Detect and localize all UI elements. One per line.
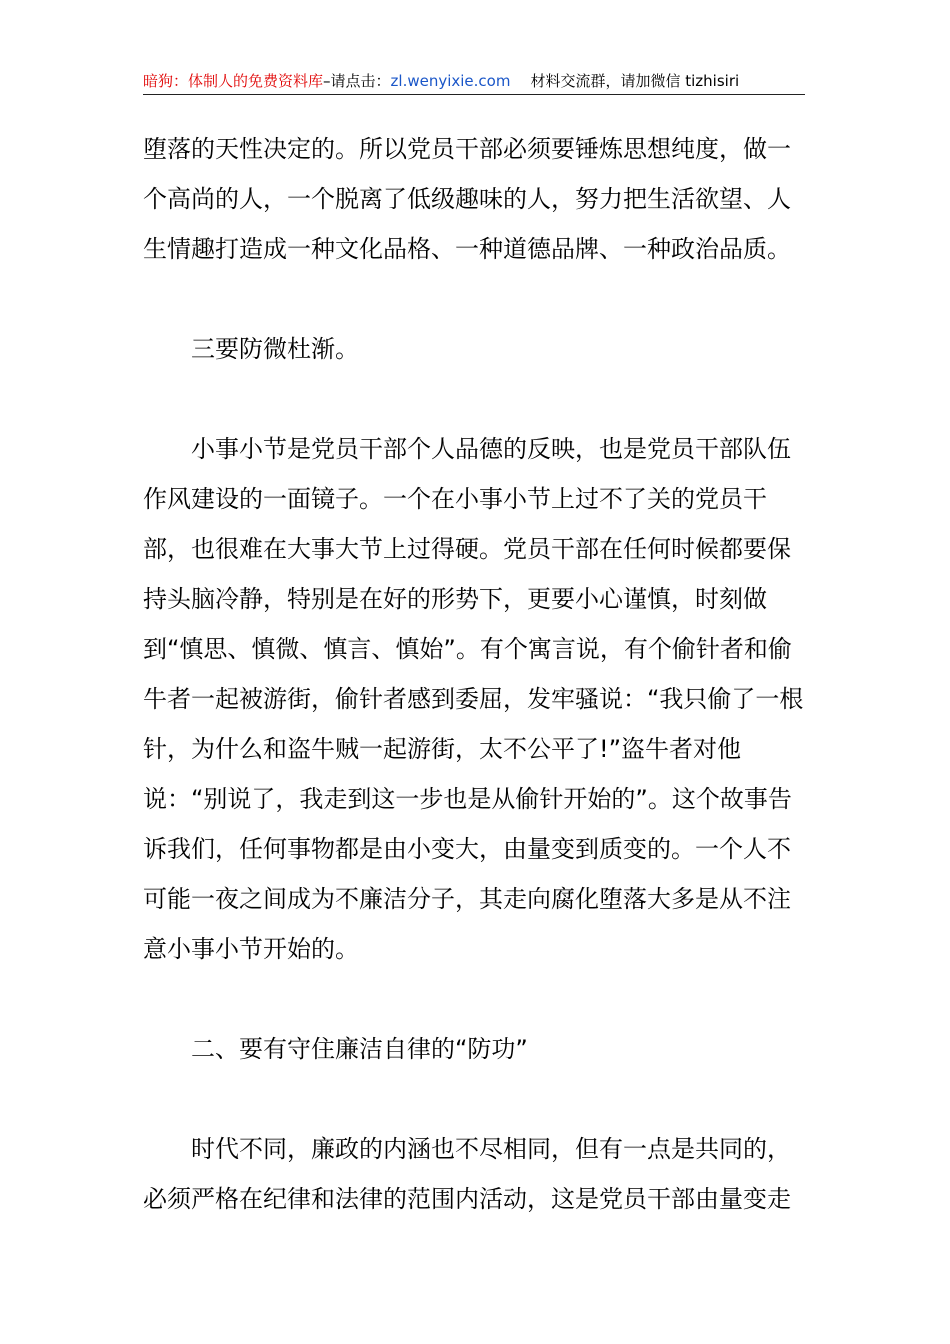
paragraph: 小事小节是党员干部个人品德的反映，也是党员干部队伍作风建设的一面镜子。一个在小事小节上过不了关的党员干部，也很难在大事大节上过得硬。党员干部在任何时候都要保持头脑冷静，特别是在好的形势下，更要小心谨慎，时刻做到“慎思、慎微、慎言、慎始”。有个寓言说，有个偷针者和偷牛者一起被游街，偷针者感到委屈，发牢骚说：“我只偷了一根针，为什么和盗牛贼一起游街，太不公平了!”盗牛者对他说：“别说了，我走到这一步也是从偷针开始的”。这个故事告诉我们，任何事物都是由小变大，由量变到质变的。一个人不可能一夜之间成为不廉洁分子，其走向腐化堕落大多是从不注意小事小节开始的。 bbox=[143, 435, 804, 963]
header-link-prefix: –请点击： bbox=[323, 72, 391, 90]
section-heading: 二、要有守住廉洁自律的“防功” bbox=[191, 1035, 528, 1063]
header-group-text: 材料交流群，请加微信 tizhisiri bbox=[530, 72, 740, 90]
header-link[interactable]: zl.wenyixie.com bbox=[390, 72, 511, 90]
section-heading: 三要防微杜渐。 bbox=[191, 335, 359, 363]
paragraph: 时代不同，廉政的内涵也不尽相同，但有一点是共同的，必须严格在纪律和法律的范围内活动，这是党员干部由量变走 bbox=[143, 1135, 791, 1213]
paragraph: 堕落的天性决定的。所以党员干部必须要锤炼思想纯度，做一个高尚的人，一个脱离了低级趣味的人，努力把生活欲望、人生情趣打造成一种文化品格、一种道德品牌、一种政治品质。 bbox=[143, 135, 791, 263]
header-site-name: 暗狗：体制人的免费资料库 bbox=[143, 72, 324, 90]
page-header bbox=[143, 68, 805, 95]
document-body bbox=[143, 124, 813, 1224]
